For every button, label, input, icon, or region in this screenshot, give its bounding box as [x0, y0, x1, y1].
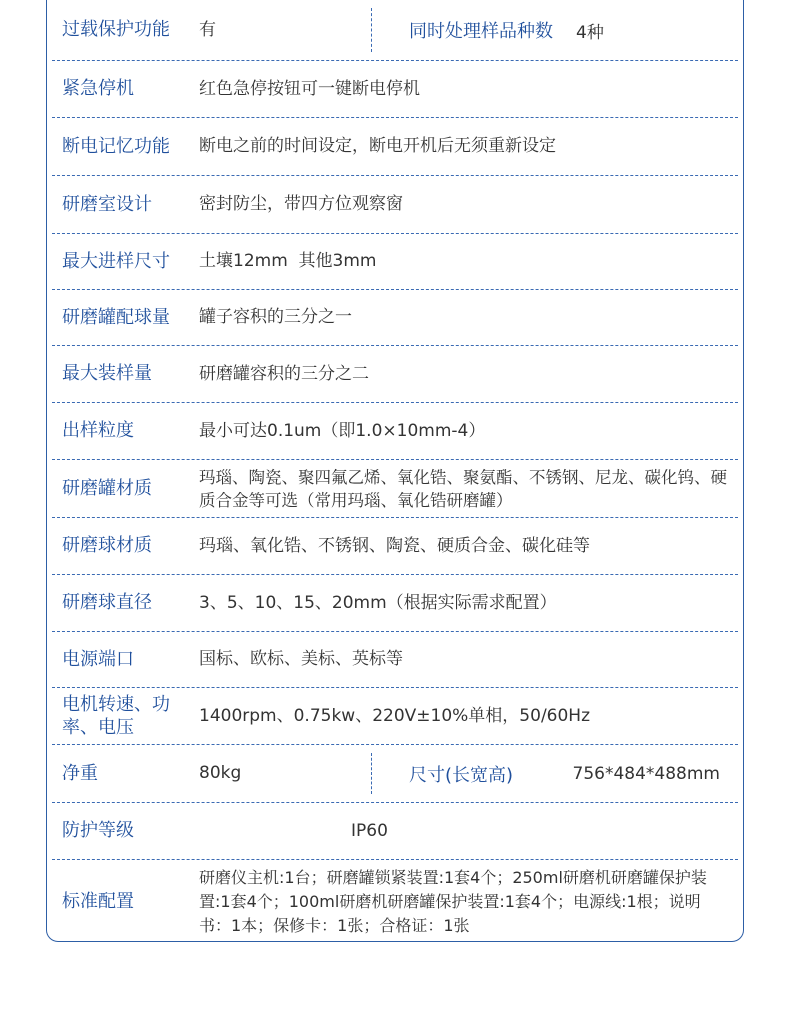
spec-label-max-feed-size: 最大进样尺寸 — [62, 250, 170, 272]
spec-value-overload-protection: 有 — [199, 19, 216, 40]
spec-value-max-feed-size: 土壤12mm 其他3mm — [199, 251, 377, 271]
spec-label-power-port: 电源端口 — [62, 648, 134, 670]
column-divider — [371, 753, 372, 794]
spec-value-power-memory: 断电之前的时间设定，断电开机后无须重新设定 — [199, 136, 556, 156]
spec-value-chamber-design: 密封防尘，带四方位观察窗 — [199, 194, 403, 214]
spec-label-jar-material: 研磨罐材质 — [62, 477, 152, 499]
spec-label-chamber-design: 研磨室设计 — [62, 193, 152, 215]
spec-label-protection-rating: 防护等级 — [62, 820, 134, 841]
spec-value-net-weight: 80kg — [199, 763, 242, 783]
spec-label-ball-load: 研磨罐配球量 — [62, 306, 170, 328]
table-row — [52, 346, 738, 403]
table-row — [52, 290, 738, 346]
spec-value-dimensions: 756*484*488mm — [572, 763, 720, 784]
spec-value-sample-types: 4种 — [576, 22, 604, 43]
spec-value-output-fineness: 最小可达0.1um（即1.0×10mm-4） — [199, 420, 486, 441]
table-row — [52, 803, 738, 860]
spec-value-ball-material: 玛瑙、氧化锆、不锈钢、陶瓷、硬质合金、碳化硅等 — [199, 535, 590, 556]
spec-value-protection-rating: IP60 — [351, 820, 388, 841]
table-row — [52, 0, 738, 61]
spec-label-dimensions: 尺寸(长宽高) — [409, 764, 514, 786]
table-row — [52, 745, 738, 803]
table-row — [52, 575, 738, 632]
table-row — [52, 688, 738, 745]
table-row — [52, 176, 738, 234]
spec-label-emergency-stop: 紧急停机 — [62, 78, 134, 99]
column-divider — [371, 8, 372, 52]
spec-table — [52, 0, 738, 944]
table-row — [52, 118, 738, 176]
spec-value-ball-diameter: 3、5、10、15、20mm（根据实际需求配置） — [199, 592, 557, 613]
spec-label-overload-protection: 过载保护功能 — [62, 19, 170, 40]
spec-label-sample-types: 同时处理样品种数 — [409, 21, 553, 42]
spec-label-net-weight: 净重 — [62, 762, 98, 784]
spec-label-motor: 电机转速、功率、电压 — [62, 694, 170, 738]
table-row — [52, 860, 738, 944]
spec-label-ball-material: 研磨球材质 — [62, 535, 152, 556]
spec-value-jar-material: 玛瑙、陶瓷、聚四氟乙烯、氧化锆、聚氨酯、不锈钢、尼龙、碳化钨、硬质合金等可选（常用玛瑙、氧化锆研磨罐） — [199, 467, 727, 510]
spec-label-standard-config: 标准配置 — [62, 891, 134, 912]
table-row — [52, 61, 738, 118]
spec-value-standard-config: 研磨仪主机:1台；研磨罐锁紧装置:1套4个；250ml研磨机研磨罐保护装置:1套4个；100ml研磨机研磨罐保护装置:1套4个；电源线:1根；说明书：1本；保修卡：1张；合格证：1张 — [199, 868, 707, 935]
table-row — [52, 632, 738, 688]
spec-value-power-port: 国标、欧标、美标、英标等 — [199, 649, 403, 669]
spec-value-motor: 1400rpm、0.75kw、220V±10%单相，50/60Hz — [199, 705, 591, 726]
table-row — [52, 518, 738, 575]
spec-label-output-fineness: 出样粒度 — [62, 420, 134, 441]
spec-label-max-sample-load: 最大装样量 — [62, 363, 152, 384]
spec-value-emergency-stop: 红色急停按钮可一键断电停机 — [199, 78, 420, 99]
table-row — [52, 234, 738, 290]
spec-value-max-sample-load: 研磨罐容积的三分之二 — [199, 363, 369, 384]
spec-label-ball-diameter: 研磨球直径 — [62, 592, 152, 613]
spec-label-power-memory: 断电记忆功能 — [62, 135, 170, 157]
spec-value-ball-load: 罐子容积的三分之一 — [199, 307, 352, 327]
table-row — [52, 460, 738, 518]
table-row — [52, 403, 738, 460]
